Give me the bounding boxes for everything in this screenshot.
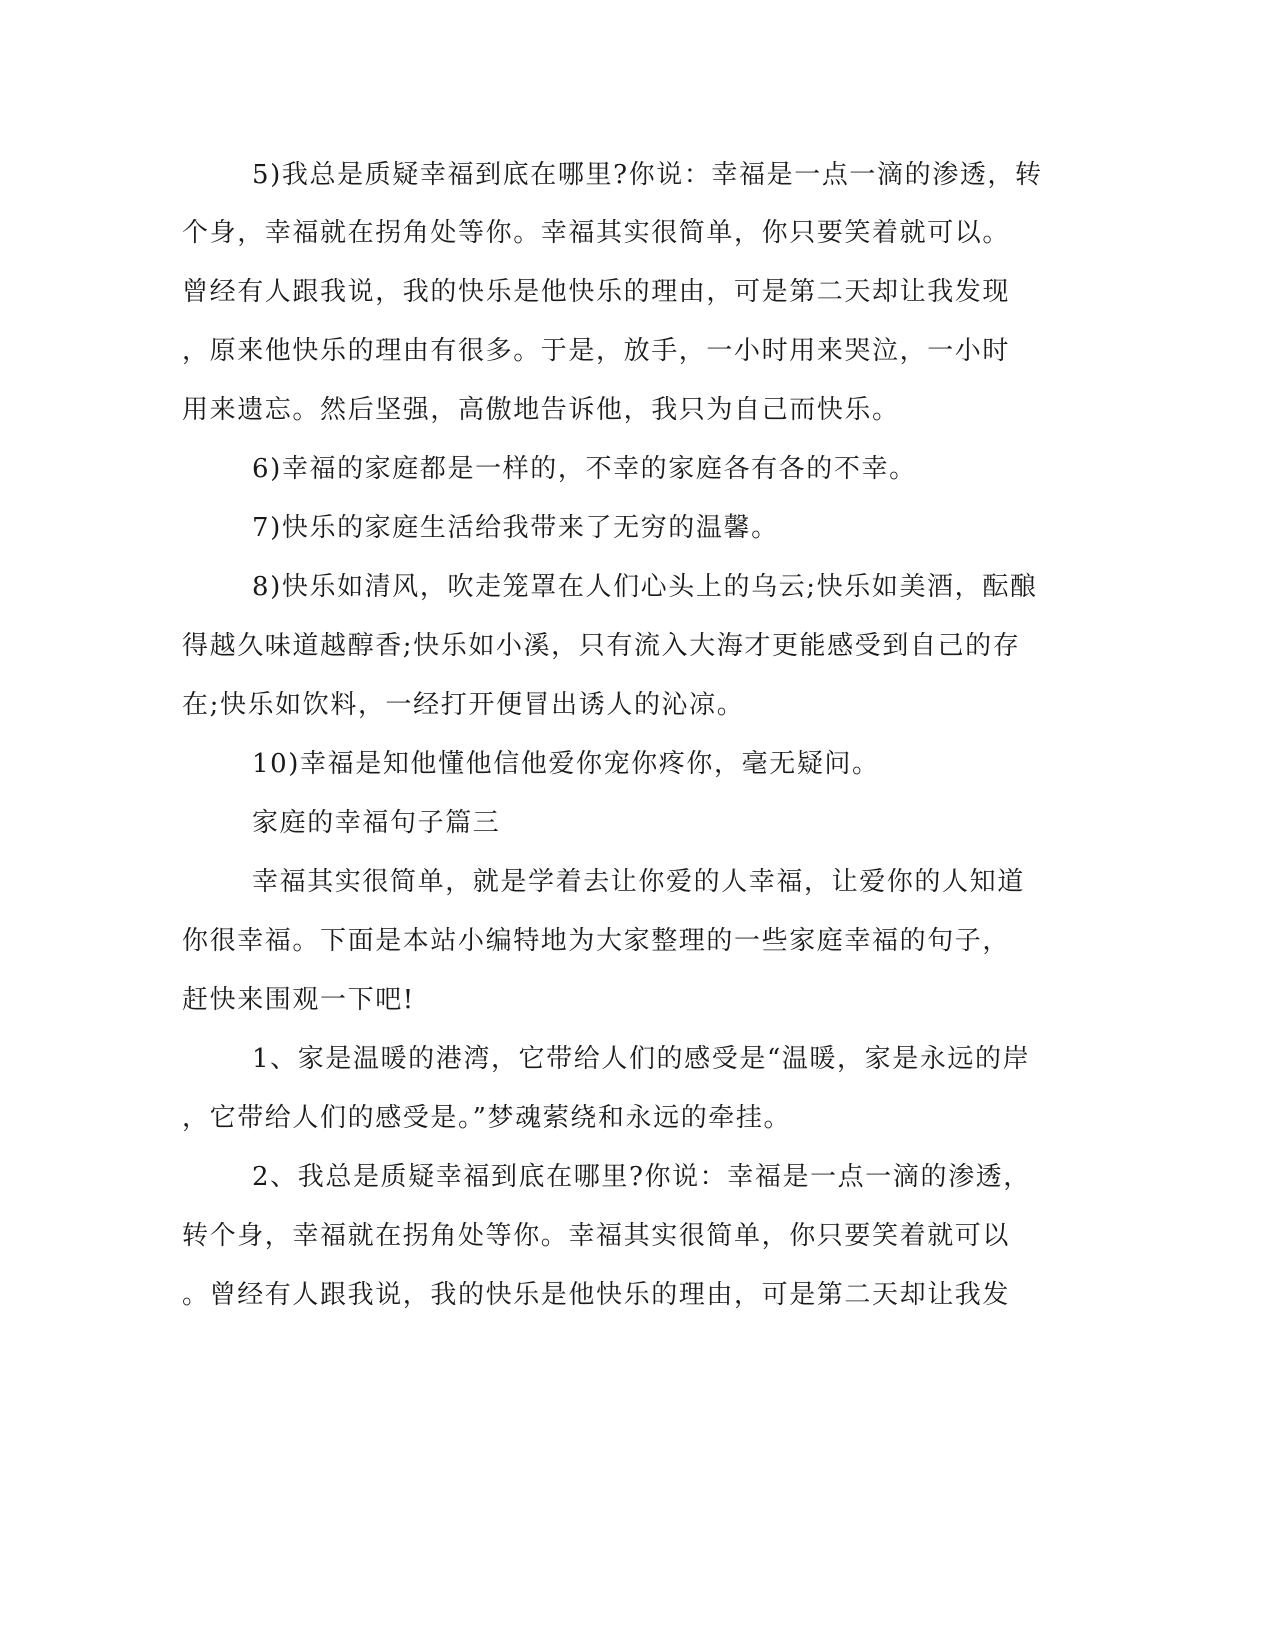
text-line: 。曾经有人跟我说，我的快乐是他快乐的理由，可是第二天却让我发 (182, 1280, 1011, 1310)
text-line: 个身，幸福就在拐角处等你。幸福其实很简单，你只要笑着就可以。 (182, 218, 1011, 248)
section-heading: 家庭的幸福句子篇三 (252, 808, 501, 838)
text-line: ，原来他快乐的理由有很多。于是，放手，一小时用来哭泣，一小时 (182, 336, 1011, 366)
text-line: 5)我总是质疑幸福到底在哪里?你说：幸福是一点一滴的渗透，转 (252, 160, 1043, 190)
text-line: 赶快来围观一下吧! (182, 985, 415, 1015)
text-line: 你很幸福。下面是本站小编特地为大家整理的一些家庭幸福的句子， (182, 926, 1011, 956)
text-line: 1、家是温暖的港湾，它带给人们的感受是“温暖，家是永远的岸 (252, 1044, 1031, 1074)
text-line: 2、我总是质疑幸福到底在哪里?你说：幸福是一点一滴的渗透， (252, 1162, 1031, 1192)
text-line: 8)快乐如清风，吹走笼罩在人们心头上的乌云;快乐如美酒，酝酿 (252, 572, 1038, 602)
text-line: ，它带给人们的感受是。”梦魂萦绕和永远的牵挂。 (182, 1103, 792, 1133)
text-line: 7)快乐的家庭生活给我带来了无穷的温馨。 (252, 513, 779, 543)
text-line: 得越久味道越醇香;快乐如小溪，只有流入大海才更能感受到自己的存 (182, 631, 1021, 661)
text-line: 用来遗忘。然后坚强，高傲地告诉他，我只为自己而快乐。 (182, 395, 900, 425)
text-line: 6)幸福的家庭都是一样的，不幸的家庭各有各的不幸。 (252, 454, 917, 484)
text-line: 幸福其实很简单，就是学着去让你爱的人幸福，让爱你的人知道 (252, 867, 1025, 897)
text-line: 在;快乐如饮料，一经打开便冒出诱人的沁凉。 (182, 690, 745, 720)
text-line: 10)幸福是知他懂他信他爱你宠你疼你，毫无疑问。 (252, 749, 880, 779)
text-line: 转个身，幸福就在拐角处等你。幸福其实很简单，你只要笑着就可以 (182, 1221, 1011, 1251)
text-line: 曾经有人跟我说，我的快乐是他快乐的理由，可是第二天却让我发现 (182, 277, 1011, 307)
